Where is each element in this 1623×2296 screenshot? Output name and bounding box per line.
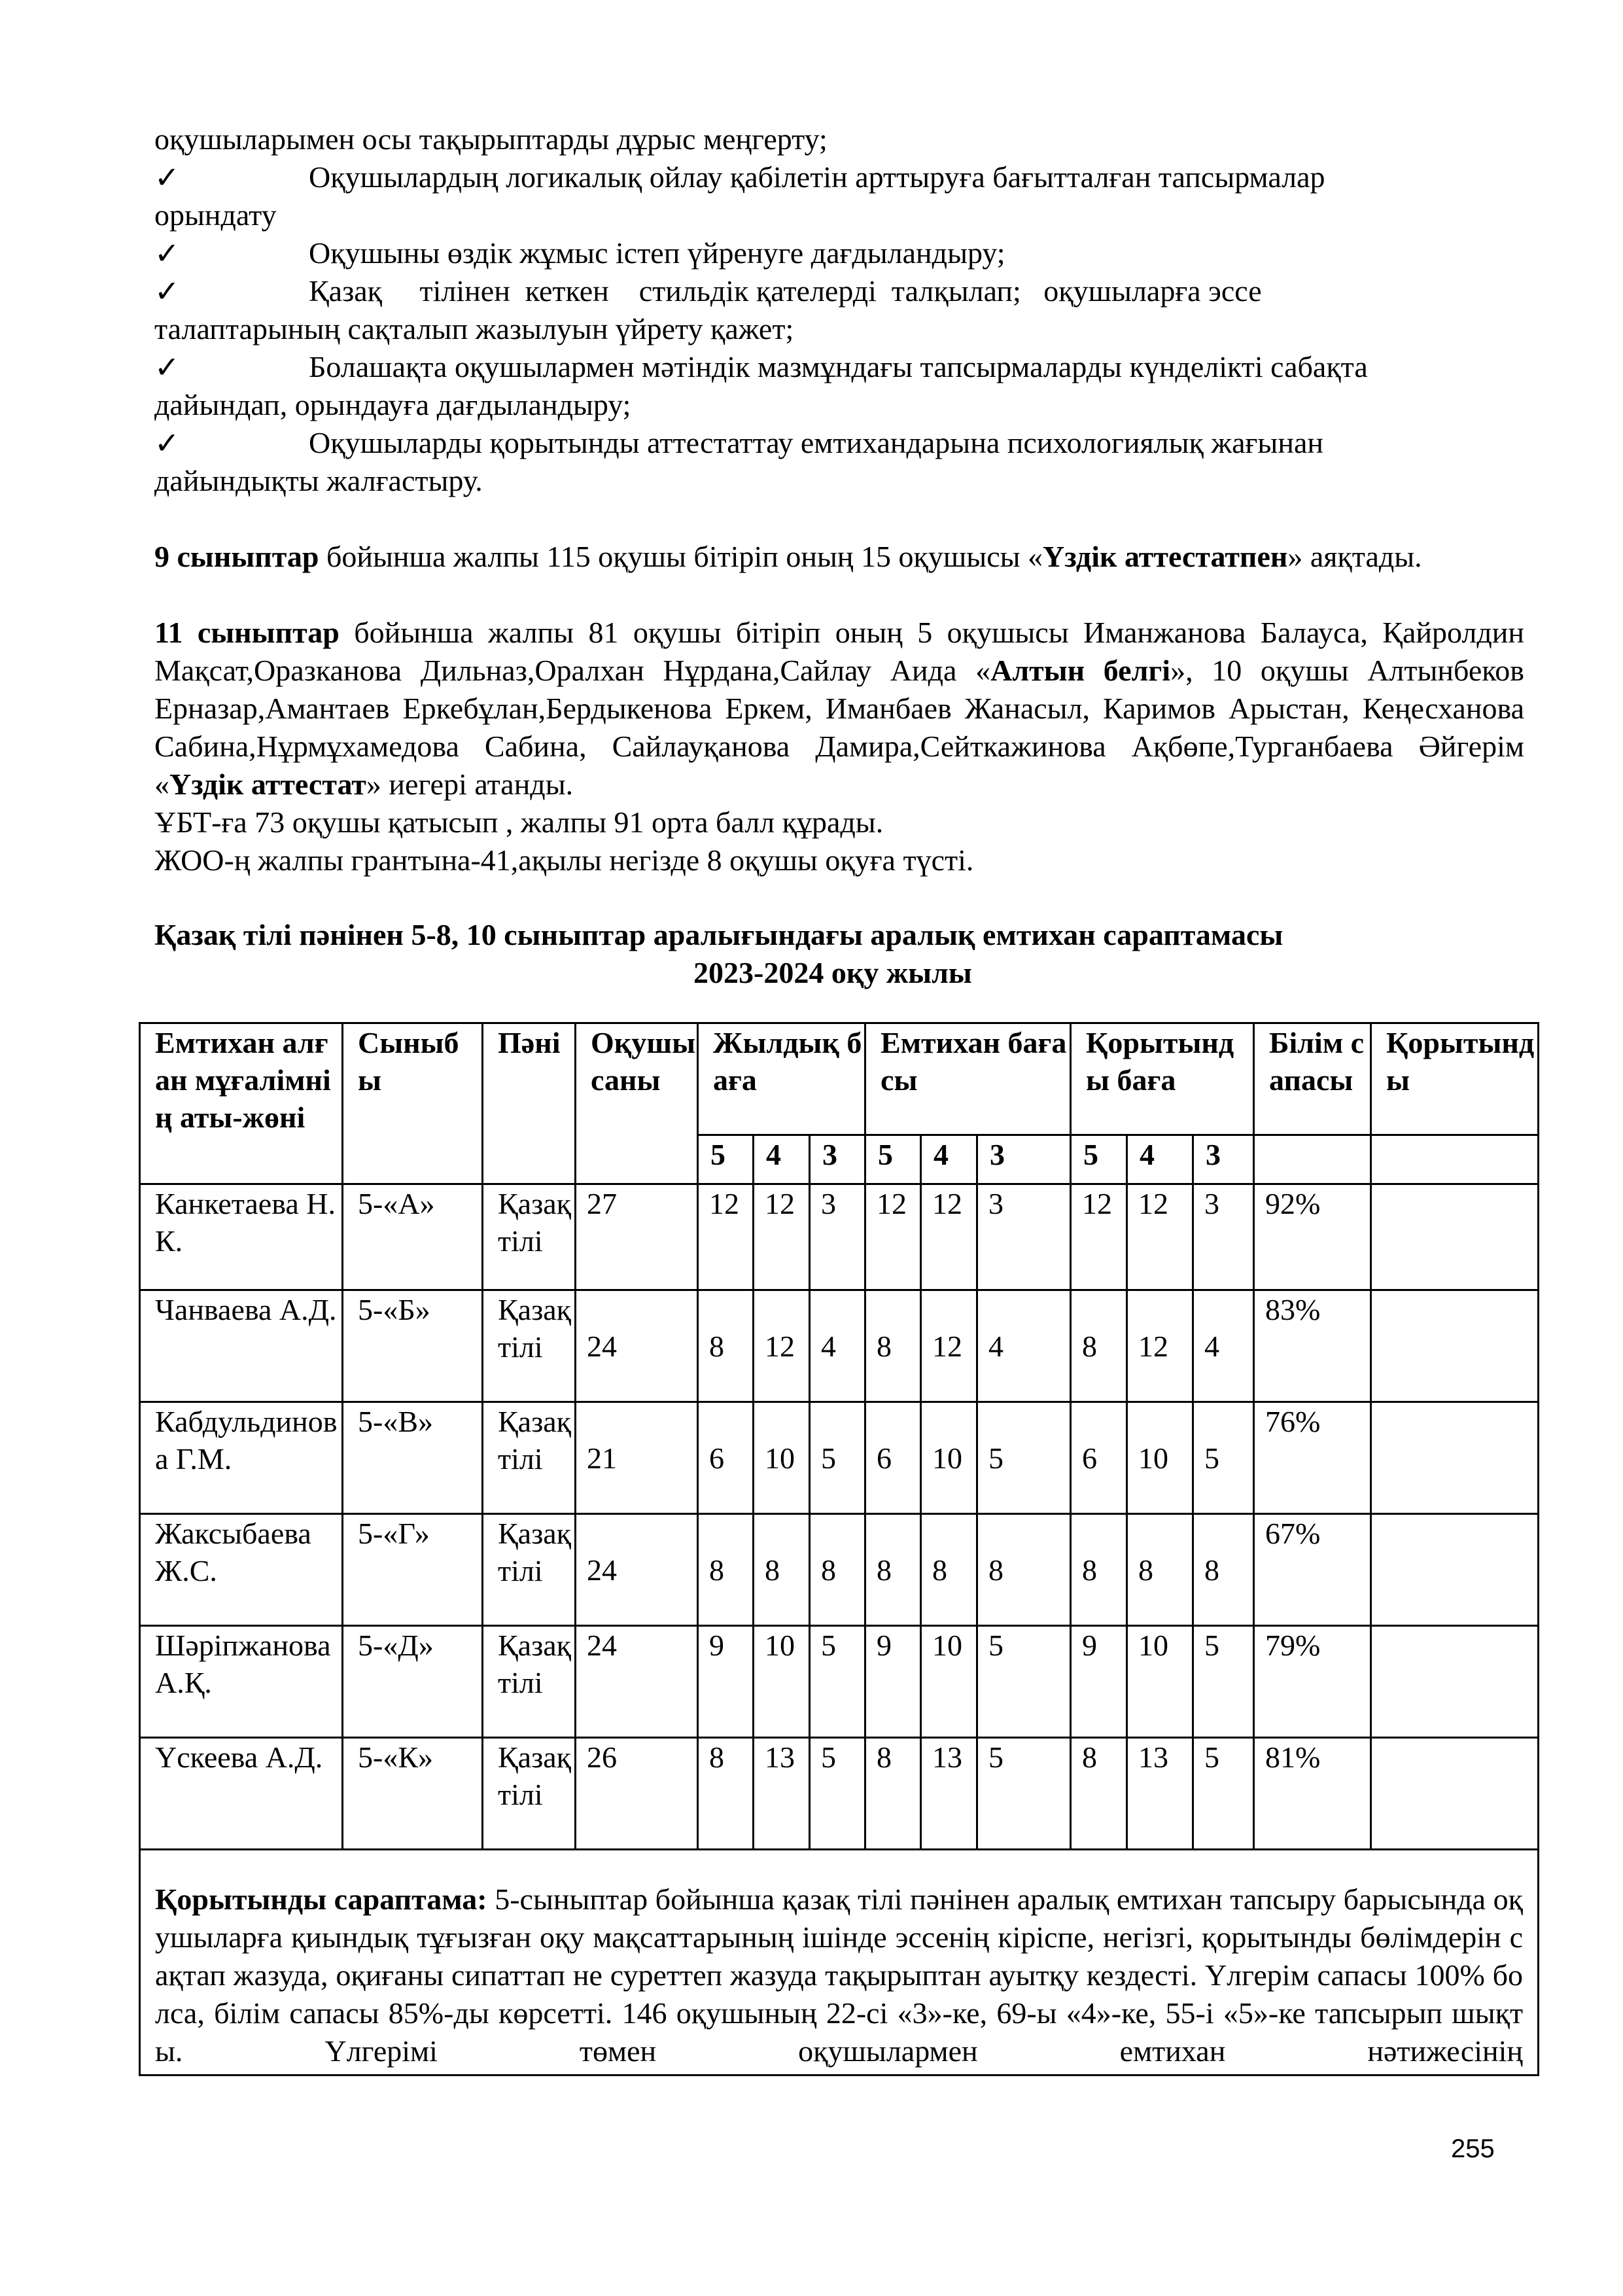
- cell-annual-grade: 13: [754, 1738, 810, 1850]
- subheader-empty: [1254, 1135, 1371, 1184]
- cell-annual-grade: 8: [698, 1738, 754, 1850]
- checkmark-icon: ✓: [154, 349, 180, 385]
- bullet-4-continuation: дайындап, орындауға дағдыландыру;: [154, 388, 631, 421]
- cell-conclusion: [1371, 1402, 1539, 1514]
- bullet-1-continuation: орындату: [154, 198, 277, 232]
- grade9-lead: 9 сыныптар: [154, 540, 319, 573]
- bullet-2-text: Оқушыны өздік жұмыс істеп үйренуге дағдыландыру;: [309, 236, 1005, 270]
- bullet-1-text: Оқушылардың логикалық ойлау қабілетін арттыруға бағытталған тапсырмалар: [309, 160, 1325, 194]
- cell-teacher: Жаксыбаева Ж.С.: [140, 1514, 343, 1626]
- summary-text: [155, 1881, 1523, 2070]
- grade9-paragraph: [154, 538, 1524, 576]
- subheader-grade: 4: [921, 1135, 977, 1184]
- cell-subject: Қазақ тілі: [483, 1738, 576, 1850]
- cell-final-grade: 5: [1193, 1402, 1254, 1514]
- cell-final-grade: 3: [1193, 1184, 1254, 1290]
- cell-class: 5-«Б»: [343, 1290, 483, 1402]
- cell-subject: Қазақ тілі: [483, 1184, 576, 1290]
- cell-final-grade: 8: [1071, 1290, 1127, 1402]
- header-exam-grade: Емтихан бағасы: [865, 1023, 1071, 1135]
- cell-conclusion: [1371, 1738, 1539, 1850]
- header-students: Оқушы саны: [576, 1023, 698, 1184]
- cell-students: 26: [576, 1738, 698, 1850]
- cell-exam-grade: 5: [977, 1402, 1071, 1514]
- cell-quality: 67%: [1254, 1514, 1371, 1626]
- page-number: 255: [1451, 2134, 1495, 2163]
- cell-annual-grade: 9: [698, 1626, 754, 1738]
- cell-subject: Қазақ тілі: [483, 1626, 576, 1738]
- cell-students: 24: [576, 1290, 698, 1402]
- subheader-grade: 4: [754, 1135, 810, 1184]
- cell-quality: 92%: [1254, 1184, 1371, 1290]
- cell-quality: 81%: [1254, 1738, 1371, 1850]
- table-row: [140, 1290, 1539, 1402]
- cell-final-grade: 12: [1127, 1290, 1193, 1402]
- cell-exam-grade: 9: [865, 1626, 921, 1738]
- cell-exam-grade: 13: [921, 1738, 977, 1850]
- checkmark-icon: ✓: [154, 425, 180, 461]
- checkmark-icon: ✓: [154, 274, 180, 309]
- section-year: 2023-2024 оқу жылы: [693, 956, 972, 989]
- cell-exam-grade: 3: [977, 1184, 1071, 1290]
- header-conclusion: Қорытынды: [1371, 1023, 1539, 1135]
- cell-exam-grade: 6: [865, 1402, 921, 1514]
- cell-exam-grade: 12: [921, 1184, 977, 1290]
- subheader-grade: 4: [1127, 1135, 1193, 1184]
- table-row: [140, 1184, 1539, 1290]
- table-row: [140, 1514, 1539, 1626]
- cell-subject: Қазақ тілі: [483, 1402, 576, 1514]
- grade9-award: Үздік аттестатпен: [1043, 540, 1288, 573]
- cell-exam-grade: 5: [977, 1626, 1071, 1738]
- cell-conclusion: [1371, 1626, 1539, 1738]
- header-final-grade: Қорытынды баға: [1071, 1023, 1254, 1135]
- grant-line: ЖОО-ң жалпы грантына-41,ақылы негізде 8 оқушы оқуға түсті.: [154, 843, 974, 877]
- summary-row: [140, 1850, 1539, 2075]
- cell-final-grade: 4: [1193, 1290, 1254, 1402]
- cell-annual-grade: 5: [810, 1402, 865, 1514]
- cell-class: 5-«В»: [343, 1402, 483, 1514]
- header-annual-grade: Жылдық баға: [698, 1023, 865, 1135]
- bullet-3-continuation: талаптарының сақталып жазылуын үйрету қажет;: [154, 312, 794, 345]
- cell-students: 24: [576, 1626, 698, 1738]
- cell-final-grade: 8: [1071, 1514, 1127, 1626]
- checkmark-icon: ✓: [154, 160, 180, 195]
- cell-teacher: Канкетаева Н.К.: [140, 1184, 343, 1290]
- cell-annual-grade: 6: [698, 1402, 754, 1514]
- cell-exam-grade: 10: [921, 1402, 977, 1514]
- cell-annual-grade: 8: [754, 1514, 810, 1626]
- cell-annual-grade: 5: [810, 1626, 865, 1738]
- cell-final-grade: 13: [1127, 1738, 1193, 1850]
- cell-teacher: Чанваева А.Д.: [140, 1290, 343, 1402]
- cell-final-grade: 9: [1071, 1626, 1127, 1738]
- cell-class: 5-«А»: [343, 1184, 483, 1290]
- cell-annual-grade: 8: [698, 1514, 754, 1626]
- cell-teacher: Шәріпжанова А.Қ.: [140, 1626, 343, 1738]
- cell-class: 5-«К»: [343, 1738, 483, 1850]
- cell-conclusion: [1371, 1290, 1539, 1402]
- ubt-line: ҰБТ-ға 73 оқушы қатысып , жалпы 91 орта балл құрады.: [154, 805, 884, 839]
- cell-class: 5-«Г»: [343, 1514, 483, 1626]
- cell-annual-grade: 3: [810, 1184, 865, 1290]
- cell-exam-grade: 4: [977, 1290, 1071, 1402]
- header-teacher: Емтихан алған мұғалімнің аты-жөні: [140, 1023, 343, 1184]
- subheader-grade: 5: [865, 1135, 921, 1184]
- cell-exam-grade: 12: [865, 1184, 921, 1290]
- bullet-3-text: Қазақ тілінен кеткен стильдік қателерді талқылап; оқушыларға эссе: [309, 274, 1262, 308]
- cell-final-grade: 10: [1127, 1402, 1193, 1514]
- grade11-text-a: бойынша жалпы 81 оқушы бітіріп оның 5 оқушысы Иманжанова Балауса, Қайролдин Мақсат,Оразканова Дильназ,Оралхан Нұрдана,Сайлау Аида «: [154, 616, 1524, 687]
- table-row: [140, 1626, 1539, 1738]
- cell-teacher: Үскеева А.Д.: [140, 1738, 343, 1850]
- grade11-award-gold: Алтын белгі: [990, 654, 1171, 687]
- header-subject: Пәні: [483, 1023, 576, 1184]
- header-row: [140, 1023, 1539, 1135]
- header-class: Сыныбы: [343, 1023, 483, 1184]
- cell-quality: 83%: [1254, 1290, 1371, 1402]
- header-quality: Білім сапасы: [1254, 1023, 1371, 1135]
- cell-annual-grade: 8: [698, 1290, 754, 1402]
- subheader-grade: 5: [1071, 1135, 1127, 1184]
- cell-subject: Қазақ тілі: [483, 1514, 576, 1626]
- bullet-4-text: Болашақта оқушылармен мәтіндік мазмұндағы тапсырмаларды күнделікті сабақта: [309, 350, 1368, 383]
- cell-exam-grade: 12: [921, 1290, 977, 1402]
- cell-final-grade: 6: [1071, 1402, 1127, 1514]
- subheader-grade: 3: [810, 1135, 865, 1184]
- grade11-award-excellent: Үздік аттестат: [169, 768, 366, 801]
- cell-quality: 79%: [1254, 1626, 1371, 1738]
- cell-annual-grade: 4: [810, 1290, 865, 1402]
- checkmark-icon: ✓: [154, 236, 180, 271]
- cell-final-grade: 10: [1127, 1626, 1193, 1738]
- subheader-grade: 3: [977, 1135, 1071, 1184]
- summary-lead: Қорытынды сараптама:: [155, 1882, 487, 1916]
- cell-final-grade: 5: [1193, 1738, 1254, 1850]
- grade9-text-b: » аяқтады.: [1287, 540, 1422, 573]
- cell-quality: 76%: [1254, 1402, 1371, 1514]
- section-title: Қазақ тілі пәнінен 5-8, 10 сыныптар аралығындағы аралық емтихан сараптамасы: [154, 918, 1283, 951]
- cell-final-grade: 8: [1193, 1514, 1254, 1626]
- cell-annual-grade: 12: [698, 1184, 754, 1290]
- grade9-text-a: бойынша жалпы 115 оқушы бітіріп оның 15 оқушысы «: [319, 540, 1043, 573]
- cell-exam-grade: 8: [865, 1290, 921, 1402]
- cell-subject: Қазақ тілі: [483, 1290, 576, 1402]
- cell-final-grade: 12: [1071, 1184, 1127, 1290]
- subheader-grade: 5: [698, 1135, 754, 1184]
- cell-final-grade: 12: [1127, 1184, 1193, 1290]
- cell-students: 24: [576, 1514, 698, 1626]
- cell-annual-grade: 10: [754, 1402, 810, 1514]
- cell-annual-grade: 5: [810, 1738, 865, 1850]
- bullet-5-text: Оқушыларды қорытынды аттестаттау емтихандарына психологиялық жағынан: [309, 426, 1323, 459]
- grade11-paragraph: [154, 614, 1524, 804]
- intro-continuation: оқушыларымен осы тақырыптарды дұрыс меңгерту;: [154, 122, 828, 156]
- summary-cell: [140, 1850, 1539, 2075]
- cell-exam-grade: 5: [977, 1738, 1071, 1850]
- cell-conclusion: [1371, 1184, 1539, 1290]
- cell-annual-grade: 8: [810, 1514, 865, 1626]
- summary-body: 5-сыныптар бойынша қазақ тілі пәнінен аралық емтихан тапсыру барысында оқушыларға қиындық тұғызған оқу мақсаттарының ішінде эссенің кіріспе, негізгі, қорытынды бөлімдерін сақтап жазуда, оқиғаны сипаттап не суреттеп жазуда тақырыптан ауытқу кездесті. Үлгерім сапасы 100% болса, білім сапасы 85%-ды көрсетті. 146 оқушының 22-сі «3»-ке, 69-ы «4»-ке, 55-і «5»-ке тапсырып шықты. Үлгерімі төмен оқушылармен емтихан нәтижесінің: [155, 1882, 1524, 2068]
- subheader-empty: [1371, 1135, 1539, 1184]
- table-row: [140, 1402, 1539, 1514]
- cell-exam-grade: 8: [921, 1514, 977, 1626]
- cell-exam-grade: 10: [921, 1626, 977, 1738]
- bullet-5-continuation: дайындықты жалғастыру.: [154, 464, 483, 497]
- grade11-text-b: », 10 оқушы Алтынбеков Ерназар,Амантаев Еркебұлан,Бердыкенова Еркем, Иманбаев Жанасыл, Каримов Арыстан, Кеңесханова Сабина,Нұрмұхамедова Сабина, Сайлауқанова Дамира,Сейткажинова Ақбөпе,Турганбаева Әйгерім «: [154, 654, 1524, 801]
- cell-exam-grade: 8: [865, 1738, 921, 1850]
- cell-exam-grade: 8: [865, 1514, 921, 1626]
- cell-final-grade: 8: [1127, 1514, 1193, 1626]
- cell-teacher: Кабдульдинова Г.М.: [140, 1402, 343, 1514]
- cell-students: 27: [576, 1184, 698, 1290]
- cell-class: 5-«Д»: [343, 1626, 483, 1738]
- cell-conclusion: [1371, 1514, 1539, 1626]
- grade11-lead: 11 сыныптар: [154, 616, 340, 649]
- subheader-grade: 3: [1193, 1135, 1254, 1184]
- cell-exam-grade: 8: [977, 1514, 1071, 1626]
- cell-final-grade: 8: [1071, 1738, 1127, 1850]
- exam-results-table: [139, 1022, 1539, 2076]
- cell-annual-grade: 12: [754, 1184, 810, 1290]
- cell-students: 21: [576, 1402, 698, 1514]
- grade11-text-c: » иегері атанды.: [366, 768, 574, 801]
- cell-final-grade: 5: [1193, 1626, 1254, 1738]
- cell-annual-grade: 10: [754, 1626, 810, 1738]
- cell-annual-grade: 12: [754, 1290, 810, 1402]
- table-row: [140, 1738, 1539, 1850]
